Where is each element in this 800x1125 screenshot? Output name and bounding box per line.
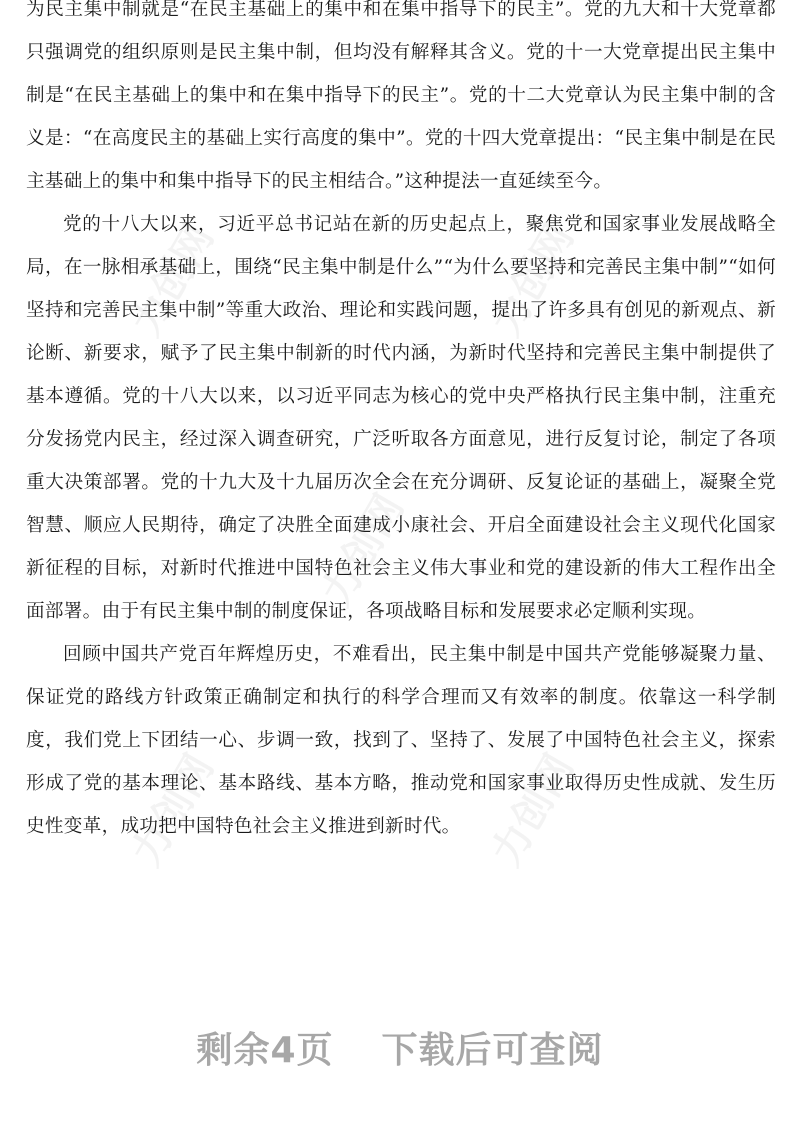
watermark: 力创网 — [483, 216, 583, 344]
watermark: 力创网 — [123, 216, 223, 344]
watermark: 力创网 — [313, 486, 413, 614]
download-to-view-label[interactable]: 下载后可查阅 — [381, 1030, 604, 1071]
watermark: 力创网 — [483, 746, 583, 874]
paragraph-1: 为民主集中制就是“在民主基础上的集中和在集中指导下的民主”。党的九大和十大党章都只强调党的组织原则是民主集中制，但均没有解释其含义。党的十一大党章提出民主集中制是“在民主基础上的集中和在集中指导下的民主”。党的十二大党章认为民主集中制的含义是：“在高度民主的基础上实行高度的集中”。党的十四大党章提出：“民主集中制是在民主基础上的集中和集中指导下的民主相结合。”这种提法一直延续至今。 — [26, 0, 776, 192]
paragraph-3: 回顾中国共产党百年辉煌历史，不难看出，民主集中制是中国共产党能够凝聚力量、保证党的路线方针政策正确制定和执行的科学合理而又有效率的制度。依靠这一科学制度，我们党上下团结一心、步调一致，找到了、坚持了、发展了中国特色社会主义，探索形成了党的基本理论、基本路线、基本方略，推动党和国家事业取得历史性成就、发生历史性变革，成功把中国特色社会主义推进到新时代。 — [26, 644, 776, 837]
document-body — [26, 0, 776, 848]
paragraph-2: 党的十八大以来，习近平总书记站在新的历史起点上，聚焦党和国家事业发展战略全局，在一脉相承基础上，围绕“民主集中制是什么”“为什么要坚持和完善民主集中制”“如何坚持和完善民主集中制”等重大政治、理论和实践问题，提出了许多具有创见的新观点、新论断、新要求，赋予了民主集中制新的时代内涵，为新时代坚持和完善民主集中制提供了基本遵循。党的十八大以来，以习近平同志为核心的党中央严格执行民主集中制，注重充分发扬党内民主，经过深入调查研究，广泛听取各方面意见，进行反复讨论，制定了各项重大决策部署。党的十九大及十九届历次全会在充分调研、反复论证的基础上，凝聚全党智慧、顺应人民期待，确定了决胜全面建成小康社会、开启全面建设社会主义现代化国家新征程的目标，对新时代推进中国特色社会主义伟大事业和党的建设新的伟大工程作出全面部署。由于有民主集中制的制度保证，各项战略目标和发展要求必定顺利实现。 — [26, 214, 776, 622]
download-prompt-banner[interactable] — [0, 1022, 800, 1073]
watermark: 力创网 — [123, 746, 223, 874]
remaining-pages-label[interactable]: 剩余4页 — [196, 1030, 334, 1071]
